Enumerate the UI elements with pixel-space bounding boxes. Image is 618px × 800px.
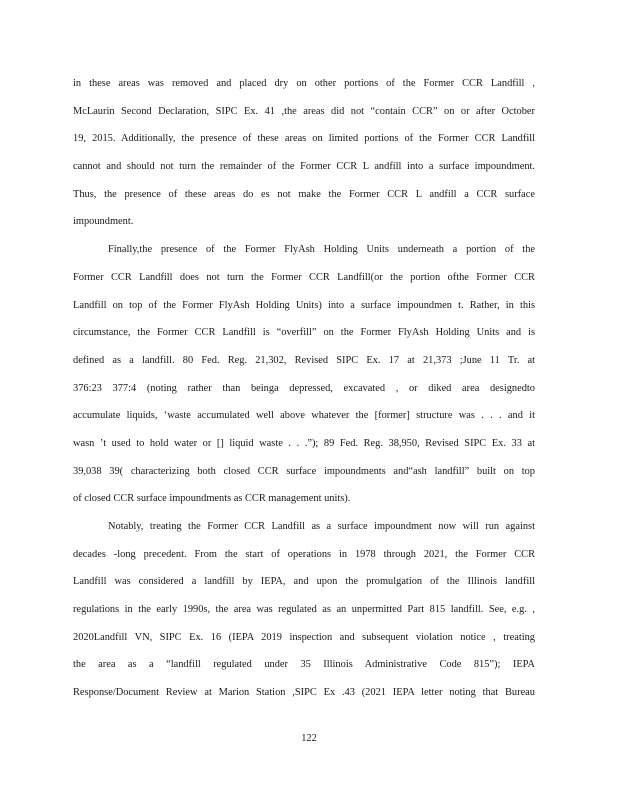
text-line: 2020Landfill VN, SIPC Ex. 16 (IEPA 2019 inspection and subsequent violation notice , treating: [73, 631, 535, 643]
text-line: 19, 2015. Additionally, the presence of these areas on limited portions of the Former CCR Landfill: [73, 133, 535, 145]
text-line: defined as a landfill. 80 Fed. Reg. 21,302, Revised SIPC Ex. 17 at 21,373 ;June 11 Tr. at: [73, 354, 535, 366]
text-line: Former CCR Landfill does not turn the Former CCR Landfill(or the portion ofthe Former CCR: [73, 271, 535, 283]
text-line: Thus, the presence of these areas do es not make the Former CCR L andfill a CCR surface: [73, 188, 535, 200]
text-line: Response/Document Review at Marion Station ,SIPC Ex .43 (2021 IEPA letter noting that Bureau: [73, 687, 535, 699]
text-line: in these areas was removed and placed dry on other portions of the Former CCR Landfill ,: [73, 78, 535, 89]
text-line: Landfill was considered a landfill by IEPA, and upon the promulgation of the Illinois landfill: [73, 576, 535, 588]
text-line: Finally,the presence of the Former FlyAsh Holding Units underneath a portion of the: [108, 244, 535, 256]
text-line: Notably, treating the Former CCR Landfill as a surface impoundment now will run against: [108, 521, 535, 532]
text-line: accumulate liquids, ‘waste accumulated well above whatever the [former] structure was . . . and it: [73, 410, 535, 422]
text-line: 376:23 377:4 (noting rather than beinga depressed, excavated , or diked area designedto: [73, 382, 535, 394]
text-line: Landfill on top of the Former FlyAsh Holding Units) into a surface impoundmen t. Rather, in this: [73, 299, 535, 311]
text-line: of closed CCR surface impoundments as CCR management units).: [73, 493, 351, 505]
text-line: McLaurin Second Declaration, SIPC Ex. 41 ,the areas did not “contain CCR” on or after October: [73, 105, 535, 117]
text-line: 39,038 39( characterizing both closed CCR surface impoundments and“ash landfill” built on top: [73, 465, 535, 477]
text-line: impoundment.: [73, 216, 134, 228]
body-text: [73, 70, 535, 707]
page-number: 122: [301, 733, 317, 744]
text-line: decades -long precedent. From the start of operations in 1978 through 2021, the Former CCR: [73, 548, 535, 560]
text-line: the area as a “landfill regulated under 35 Illinois Administrative Code 815”); IEPA: [73, 659, 535, 671]
text-line: regulations in the early 1990s, the area was regulated as an unpermitted Part 815 landfill. See, e.g. ,: [73, 604, 535, 616]
text-line: cannot and should not turn the remainder of the Former CCR L andfill into a surface impoundment.: [73, 161, 535, 173]
text-line: wasn ’t used to hold water or [] liquid waste . . .”); 89 Fed. Reg. 38,950, Revised SIPC Ex. 33 at: [73, 437, 535, 449]
text-line: circumstance, the Former CCR Landfill is “overfill” on the Former FlyAsh Holding Units and is: [73, 327, 535, 339]
